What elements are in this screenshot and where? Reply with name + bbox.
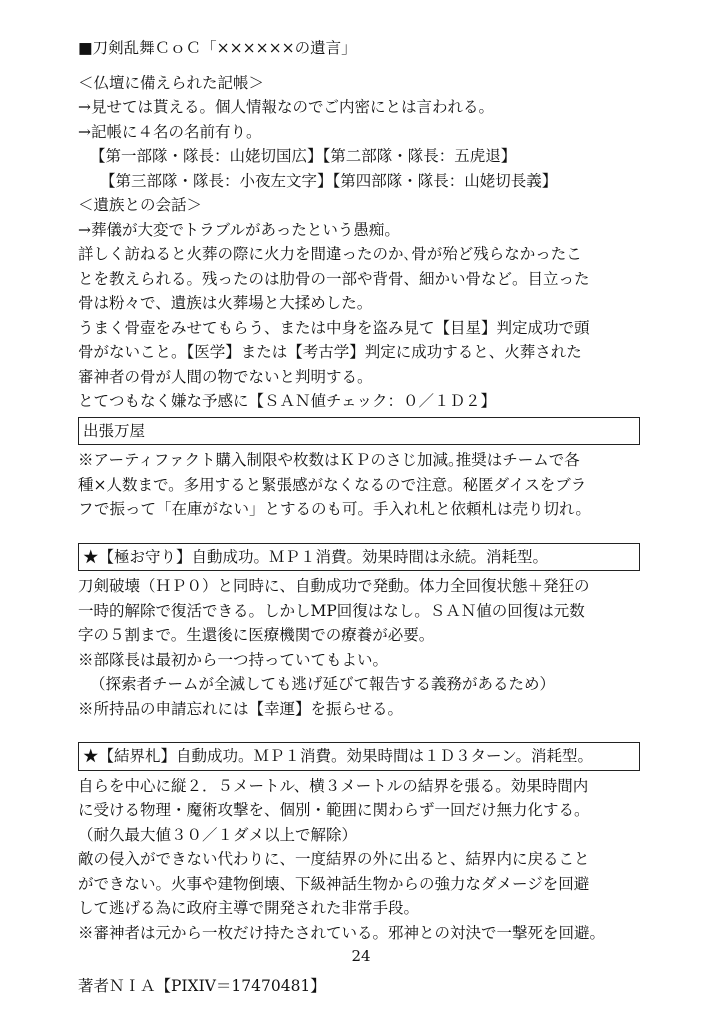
text-line: 種×人数まで。多用すると緊張感がなくなるので注意。秘匿ダイスをブラ [78, 475, 587, 494]
text-line: 一時的解除で復活できる。しかしMP回復はなし。ＳＡＮ値の回復は元数 [78, 601, 585, 620]
text-line: →記帳に４名の名前有り。 [78, 122, 262, 141]
text-line: 骨がないこと。【医学】または【考古学】判定に成功すると、火葬された [78, 343, 582, 361]
text-line: ※アーティファクト購入制限や枚数はＫＰのさじ加減｡推奨はチームで各 [78, 451, 580, 469]
text-line: 詳しく訪ねると火葬の際に火力を間違ったのか､骨が殆ど残らなかったこ [78, 245, 582, 263]
text-line: して逃げる為に政府主導で開発された非常手段。 [78, 899, 420, 917]
text-line: 審神者の骨が人間の物でないと判明する。 [78, 367, 373, 386]
section-traveling-shop [78, 417, 640, 522]
text-line: （探索者チームが全滅しても逃げ延びて報告する義務があるため） [90, 675, 556, 693]
section-altar-ledger [78, 71, 640, 414]
text-line: ※審神者は元から一枚だけ持たされている。邪神との対決で一撃死を回避。 [78, 923, 606, 942]
section-barrier-talisman [78, 742, 640, 945]
text-line: 自らを中心に縦２．５メートル、横３メートルの結界を張る。効果時間内 [78, 776, 589, 795]
text-line: 敵の侵入ができない代わりに、一度結界の外に出ると、結界内に戻ること [78, 850, 590, 868]
text-line: ＜仏壇に備えられた記帳＞ [78, 73, 265, 92]
section-heading-box: ★【結界札】自動成功。ＭＰ１消費。効果時間は１Ｄ３ターン。消耗型。 [78, 742, 640, 771]
section-heading-box: ★【極お守り】自動成功。ＭＰ１消費。効果時間は永続。消耗型。 [78, 543, 640, 572]
text-line: とてつもなく嫌な予感に【ＳＡＮ値チェック：０／１Ｄ２】 [78, 392, 497, 410]
text-line: ができない。火事や建物倒壊、下級神話生物からの強力なダメージを回避 [78, 874, 590, 893]
text-line: 刀剣破壊（ＨＰ０）と同時に、自動成功で発動。体力全回復状態＋発狂の [78, 577, 590, 595]
spacer [78, 721, 640, 739]
text-line: →葬儀が大変でトラブルがあったという愚痴。 [78, 220, 400, 239]
document-page [78, 36, 640, 945]
text-line: ＜遺族との会話＞ [78, 196, 203, 214]
text-line: とを教えられる。残ったのは肋骨の一部や背骨、細かい骨など。目立った [78, 269, 590, 288]
text-line: →見せては貰える。個人情報なのでご内密にとは言われる。 [78, 98, 494, 116]
document-title: ■刀剣乱舞ＣｏＣ「××××××の遺言」 [78, 39, 357, 57]
text-line: に受ける物理・魔術攻撃を、個別・範囲に関わらず一回だけ無力化する。 [78, 801, 590, 819]
text-line: 骨は粉々で、遺族は火葬場と大揉めした。 [78, 294, 373, 312]
text-line: 字の５割まで。生還後に医療機関での療養が必要。 [78, 626, 435, 644]
author-footer: 著者ＮＩＡ【PIXIV＝17470481】 [78, 977, 326, 995]
text-line: ※部隊長は最初から一つ持っていてもよい。 [78, 650, 389, 669]
text-line: （耐久最大値３０／１ダメ以上で解除） [78, 825, 358, 844]
section-heading-box: 出張万屋 [78, 417, 640, 446]
section-kiwame-omamori [78, 543, 640, 722]
text-line: フで振って「在庫がない」とするのも可。手入れ札と依頼札は売り切れ。 [78, 500, 591, 518]
text-line: うまく骨壺をみせてもらう、または中身を盗み見て【目星】判定成功で頭 [78, 318, 590, 337]
text-line: ※所持品の申請忘れには【幸運】を振らせる。 [78, 699, 404, 718]
text-line: 【第一部隊・隊長：山姥切国広】【第二部隊・隊長：五虎退】 [90, 147, 517, 165]
text-line: 【第三部隊・隊長：小夜左文字】【第四部隊・隊長：山姥切長義】 [100, 171, 558, 190]
spacer [78, 522, 640, 540]
page-number: 24 [351, 947, 371, 965]
